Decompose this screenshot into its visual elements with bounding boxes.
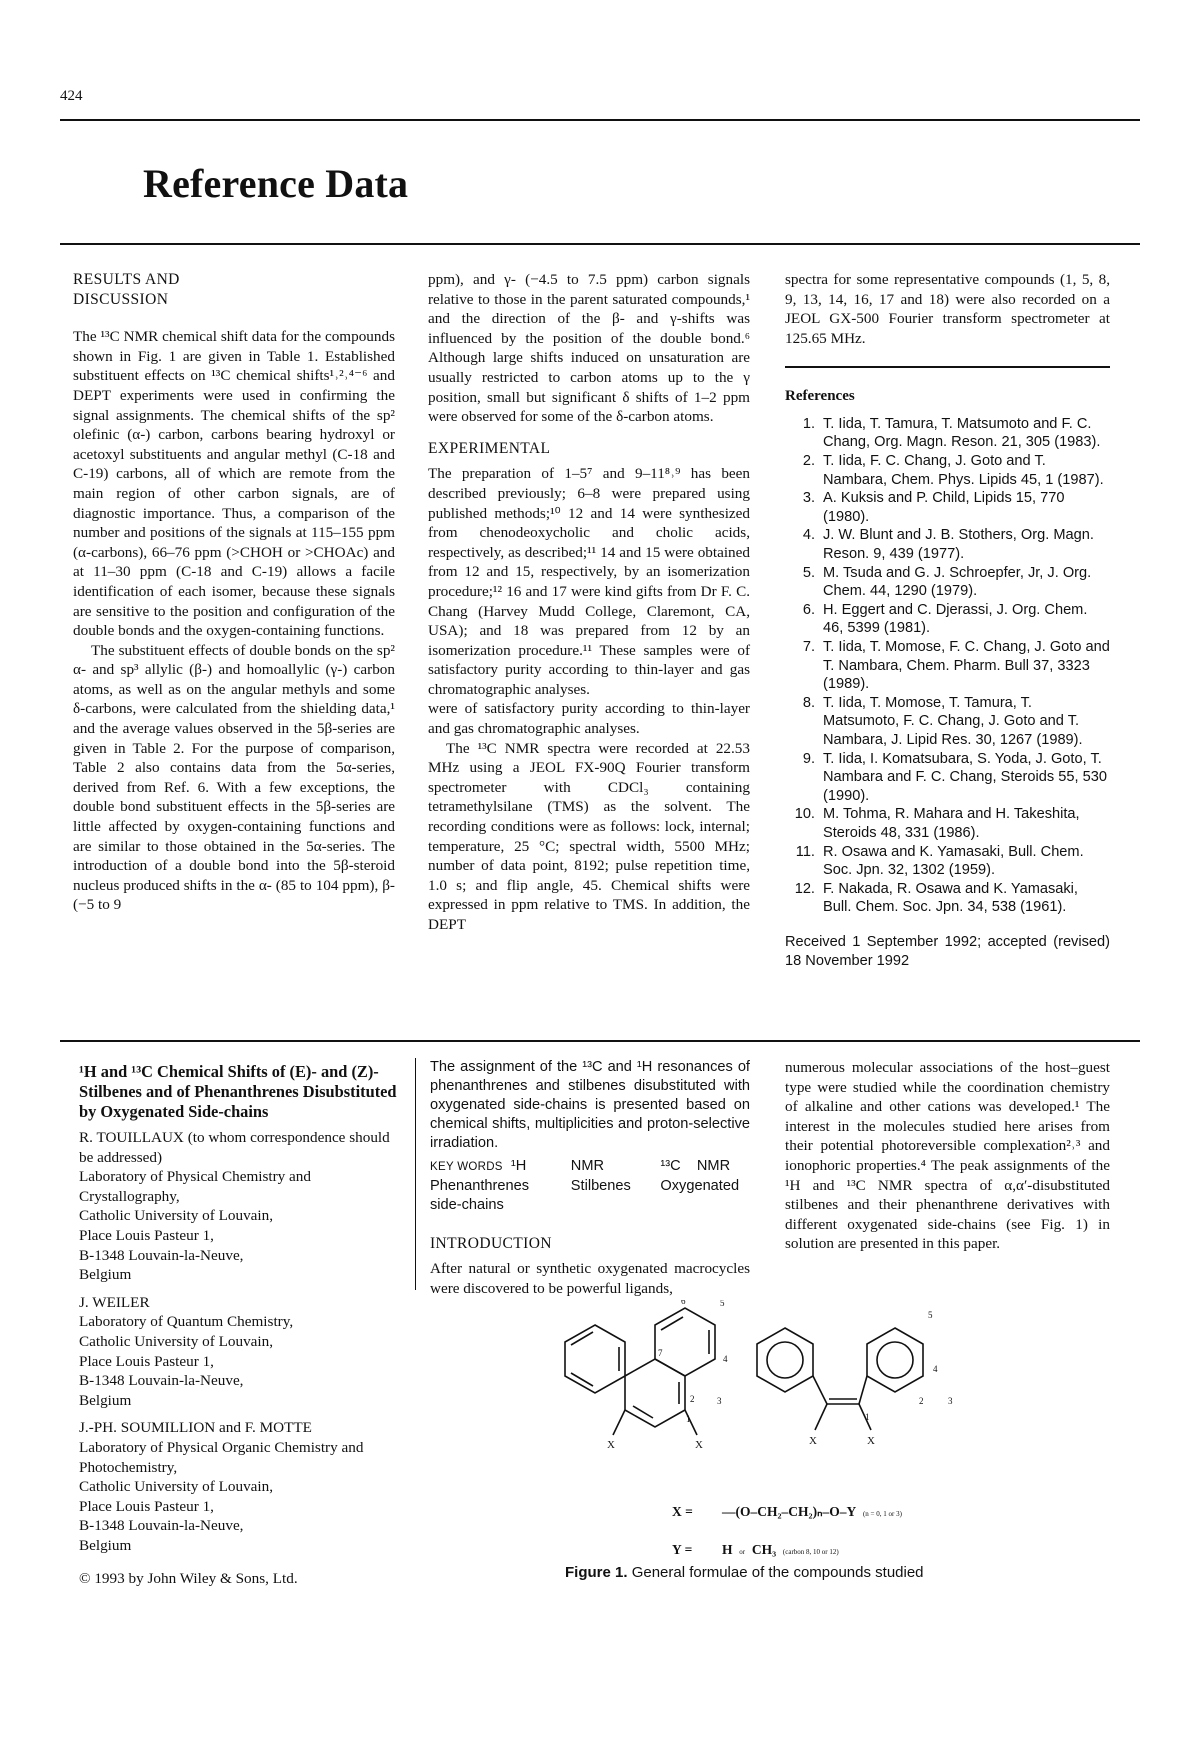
references-rule bbox=[785, 366, 1110, 368]
reference-text: A. Kuksis and P. Child, Lipids 15, 770 (1980). bbox=[823, 490, 1065, 525]
affiliation-line: Catholic University of Louvain, bbox=[79, 1332, 274, 1350]
reference-text: J. W. Blunt and J. B. Stothers, Org. Magn. Reson. 9, 439 (1977). bbox=[823, 527, 1094, 563]
affiliation-line: Laboratory of Physical Chemistry and Crystallography, bbox=[79, 1168, 311, 1205]
reference-text: M. Tohma, R. Mahara and H. Takeshita, Steroids 48, 331 (1986). bbox=[823, 806, 1080, 841]
results-paragraph-3: ppm), and γ- (−4.5 to 7.5 ppm) carbon signals relative to those in the parent saturated compounds,¹ and the direction of the β- and γ-shifts was influenced by the position of the double bond.⁶ Although large shifts induced on unsaturation are usually restricted to carbon atoms up to the γ position, small but significant δ shifts of 1–2 ppm were observed for some of the δ-carbon atoms. bbox=[428, 271, 750, 426]
reference-number: 3. bbox=[802, 490, 815, 507]
reference-number: 1. bbox=[802, 415, 815, 432]
article-divider bbox=[60, 1040, 1140, 1042]
phen-label-2: 2 bbox=[690, 1394, 695, 1404]
experimental-paragraph-repeat: were of satisfactory purity according to thin-layer and gas chromatographic analyses. bbox=[428, 700, 750, 738]
reference-item bbox=[785, 805, 1110, 842]
formula-x: X = —(O–CH₂–CH₂)ₙ–O–Y (n = 0, 1 or 3) bbox=[672, 1504, 902, 1519]
reference-text: M. Tsuda and G. J. Schroepfer, Jr, J. Org. Chem. 44, 1290 (1979). bbox=[823, 564, 1092, 600]
copyright: © 1993 by John Wiley & Sons, Ltd. bbox=[79, 1570, 298, 1588]
section-title: Reference Data bbox=[143, 161, 409, 206]
experimental-paragraph-3: spectra for some representative compounds (1, 5, 8, 9, 13, 14, 16, 17 and 18) were also recorded on a JEOL GX-500 Fourier transform spectrometer at 125.65 MHz. bbox=[785, 271, 1110, 347]
figure-caption-label: Figure 1. bbox=[565, 1564, 628, 1581]
reference-number: 9. bbox=[802, 750, 815, 767]
affiliation-line: B-1348 Louvain-la-Neuve, bbox=[79, 1372, 244, 1390]
stil-label-1: 1 bbox=[865, 1412, 870, 1422]
title-rule bbox=[60, 243, 1140, 245]
keyword: Phenanthrenes bbox=[430, 1178, 529, 1194]
affiliation-line: B-1348 Louvain-la-Neuve, bbox=[79, 1517, 244, 1535]
keyword: side-chains bbox=[430, 1197, 504, 1213]
stil-label-5: 5 bbox=[928, 1310, 933, 1320]
affiliation-line: Belgium bbox=[79, 1391, 132, 1409]
author-name: J. WEILER bbox=[79, 1293, 150, 1311]
phen-label-7: 7 bbox=[658, 1348, 663, 1358]
phenanthrene-ring-a bbox=[565, 1325, 625, 1393]
affiliation-line: Belgium bbox=[79, 1266, 132, 1284]
reference-text: T. Iida, F. C. Chang, J. Goto and T. Nambara, Chem. Phys. Lipids 45, 1 (1987). bbox=[823, 453, 1104, 488]
affiliation-line: Laboratory of Quantum Chemistry, bbox=[79, 1313, 294, 1331]
stil-label-4: 4 bbox=[933, 1364, 938, 1374]
reference-text: H. Eggert and C. Djerassi, J. Org. Chem. 46, 5399 (1981). bbox=[823, 601, 1088, 637]
article2-title: ¹H and ¹³C Chemical Shifts of (E)- and (Z)-Stilbenes and of Phenanthrenes Disubstituted by Oxygenated Side-chains bbox=[79, 1062, 397, 1121]
affiliation-line: Laboratory of Physical Organic Chemistry and Photochemistry, bbox=[79, 1438, 364, 1476]
stil-substituent-x2: X bbox=[867, 1435, 875, 1447]
reference-number: 4. bbox=[802, 527, 815, 544]
author-block bbox=[79, 1418, 397, 1555]
phen-label-4: 4 bbox=[723, 1354, 728, 1364]
article1-column-2 bbox=[428, 270, 750, 935]
experimental-paragraph-1: The preparation of 1–5⁷ and 9–11⁸˒⁹ has been described previously; 6–8 were prepared using published methods;¹⁰ 12 and 14 were synthesized from chenodeoxycholic and cholic acids, respectively, as described;¹¹ 14 and 15 were obtained from 12 and 15, respectively, by an isomerization procedure;¹² 16 and 17 were kind gifts from Dr F. C. Chang (Harvey Mudd College, Claremont, CA, USA); and 18 was prepared from 12 by an isomerization procedure.¹¹ These samples were of satisfactory purity according to thin-layer and gas chromatographic analyses. bbox=[428, 465, 750, 698]
reference-item bbox=[785, 880, 1110, 917]
reference-number: 2. bbox=[802, 453, 815, 470]
phen-label-6: 6 bbox=[681, 1300, 686, 1306]
reference-number: 6. bbox=[802, 601, 815, 618]
stil-label-2: 2 bbox=[919, 1396, 924, 1406]
reference-item bbox=[785, 415, 1110, 452]
results-paragraph-1: The ¹³C NMR chemical shift data for the compounds shown in Fig. 1 are given in Table 1. Established substituent effects on ¹³C chemical shifts¹˒²˒⁴⁻⁶ and DEPT experiments were used in confirming the signal assignments. The chemical shifts of the sp² olefinic (α-) carbon, carbons bearing hydroxyl or acetoxyl substituents and angular methyl (C-18 and C-19) carbons, all of which are remote from the main region of other carbon signals, are of diagnostic importance. Thus, a comparison of the number and positions of the signals at 115–155 ppm (α-carbons), 66–76 ppm (>CHOH or >CHOAc) and at 11–30 ppm (C-18 and C-19) allows a facile identification of each isomer, because these signals are sensitive to the position and configuration of the double bonds and the oxygen-containing functions. bbox=[73, 328, 395, 640]
results-paragraph-2: The substituent effects of double bonds on the sp² α- and sp³ allylic (β-) and homoallylic (γ-) carbon atoms, as well as on the angular methyls and some δ-carbons, were calculated from the shielding data,¹ and the average values observed in the 5β-series are given in Table 2. For the purpose of comparison, Table 2 also contains data from the 5α-series, derived from Ref. 6. With a few exceptions, the double bond substituent effects in the 5β-series are little affected by oxygen-containing functions and are similar to those obtained in the 5α-series. The introduction of a double bond into the 5β-steroid nucleus produced shifts in the α- (85 to 104 ppm), β- (−5 to 9 bbox=[73, 641, 395, 914]
reference-text: T. Iida, T. Tamura, T. Matsumoto and F. C. Chang, Org. Magn. Reson. 21, 305 (1983). bbox=[823, 415, 1101, 451]
phen-label-3: 3 bbox=[717, 1396, 722, 1406]
keyword: ¹H bbox=[510, 1158, 527, 1174]
keyword: ¹³C NMR bbox=[660, 1158, 731, 1174]
introduction-paragraph-1: After natural or synthetic oxygenated macrocycles were discovered to be powerful ligands, bbox=[430, 1260, 750, 1297]
reference-item bbox=[785, 843, 1110, 880]
article2-column-1 bbox=[79, 1062, 397, 1589]
keyword: Stilbenes bbox=[570, 1178, 631, 1194]
reference-item bbox=[785, 564, 1110, 601]
reference-number: 11. bbox=[795, 843, 815, 860]
reference-item bbox=[785, 750, 1110, 806]
affiliation-line: Catholic University of Louvain, bbox=[79, 1478, 274, 1496]
reference-item bbox=[785, 489, 1110, 526]
column-separator bbox=[415, 1058, 416, 1290]
page-number: 424 bbox=[60, 88, 83, 104]
author-name: R. TOUILLAUX (to whom correspondence should be addressed) bbox=[79, 1129, 390, 1166]
article2-column-2 bbox=[430, 1058, 750, 1298]
keyword: NMR bbox=[570, 1158, 605, 1174]
affiliation-line: Belgium bbox=[79, 1536, 132, 1554]
reference-text: T. Iida, I. Komatsubara, S. Yoda, J. Goto, T. Nambara and F. C. Chang, Steroids 55, 530 (1990). bbox=[823, 750, 1107, 804]
stilbene-phenyl-right bbox=[867, 1328, 923, 1392]
article1-column-1 bbox=[73, 270, 395, 915]
reference-number: 12. bbox=[794, 880, 815, 897]
stil-substituent-x1: X bbox=[809, 1435, 817, 1447]
introduction-heading: INTRODUCTION bbox=[430, 1235, 552, 1252]
reference-text: T. Iida, T. Momose, T. Tamura, T. Matsumoto, F. C. Chang, J. Goto and T. Nambara, J. Lipid Res. 30, 1267 (1989). bbox=[823, 694, 1083, 748]
reference-item bbox=[785, 452, 1110, 489]
figure-caption-text: General formulae of the compounds studied bbox=[631, 1564, 924, 1581]
stil-label-3: 3 bbox=[948, 1396, 953, 1406]
reference-text: R. Osawa and K. Yamasaki, Bull. Chem. Soc. Jpn. 32, 1302 (1959). bbox=[823, 843, 1084, 879]
experimental-paragraph-2: The ¹³C NMR spectra were recorded at 22.53 MHz using a JEOL FX-90Q Fourier transform spectrometer with CDCl₃ containing tetramethylsilane (TMS) as the solvent. The recording conditions were as follows: lock, internal; temperature, 25 °C; spectral width, 5500 MHz; number of data point, 8192; pulse repetition time, 1.0 s; and flip angle, 45. Chemical shifts were expressed in ppm relative to TMS. In addition, the DEPT bbox=[428, 739, 750, 933]
stilbene-phenyl-left bbox=[757, 1328, 813, 1392]
author-block bbox=[79, 1293, 397, 1411]
author-name: J.-PH. SOUMILLION and F. MOTTE bbox=[79, 1419, 312, 1437]
phen-label-1: 1 bbox=[686, 1414, 691, 1424]
references-heading: References bbox=[785, 387, 855, 404]
reference-number: 5. bbox=[802, 564, 815, 581]
phen-substituent-x2: X bbox=[695, 1439, 703, 1450]
reference-item bbox=[785, 638, 1110, 694]
keywords-label: KEY WORDS ¹H bbox=[430, 1158, 527, 1174]
author-block bbox=[79, 1128, 397, 1285]
phenanthrene-ring-c bbox=[655, 1308, 715, 1376]
reference-text: F. Nakada, R. Osawa and K. Yamasaki, Bull. Chem. Soc. Jpn. 34, 538 (1961). bbox=[823, 880, 1078, 916]
phen-substituent-x1: X bbox=[607, 1439, 615, 1450]
header-rule bbox=[60, 119, 1140, 121]
reference-number: 10. bbox=[794, 806, 815, 823]
phen-label-5: 5 bbox=[720, 1300, 725, 1308]
introduction-paragraph-2: numerous molecular associations of the host–guest type were studied while the coordination chemistry of alkaline and other cations was developed.¹ The interest in the molecules studied here arises from their potential photoreversible complexation²˒³ and ionophoric properties.⁴ The peak assignments of the ¹H and ¹³C NMR spectra of α,α′-disubstituted stilbenes and their phenanthrene derivatives with different oxygenated side-chains (see Fig. 1) in solution are presented in this paper. bbox=[785, 1059, 1110, 1253]
experimental-heading: EXPERIMENTAL bbox=[428, 439, 551, 457]
reference-number: 7. bbox=[802, 639, 815, 655]
references-list bbox=[785, 415, 1110, 917]
results-heading: RESULTS AND DISCUSSION bbox=[73, 271, 180, 308]
reference-number: 8. bbox=[802, 694, 815, 711]
figure-caption bbox=[565, 1564, 1125, 1581]
affiliation-line: Place Louis Pasteur 1, bbox=[79, 1497, 214, 1515]
figure-1-structures bbox=[545, 1300, 1105, 1450]
reference-item bbox=[785, 694, 1110, 750]
formula-y: Y = H or CH₃ (carbon 8, 10 or 12) bbox=[672, 1542, 839, 1557]
keyword: Oxygenated bbox=[660, 1178, 740, 1194]
abstract: The assignment of the ¹³C and ¹H resonances of phenanthrenes and stilbenes disubstituted with oxygenated side-chains is presented based on chemical shifts, multiplicities and proton-selective irradiation. bbox=[430, 1059, 750, 1151]
phenanthrene-ring-b bbox=[625, 1359, 685, 1427]
reference-item bbox=[785, 601, 1110, 638]
reference-item bbox=[785, 526, 1110, 563]
structure-diagrams bbox=[545, 1300, 1105, 1450]
authors-block bbox=[79, 1128, 397, 1555]
affiliation-line: Place Louis Pasteur 1, bbox=[79, 1352, 214, 1370]
affiliation-line: Catholic University of Louvain, bbox=[79, 1207, 274, 1225]
affiliation-line: B-1348 Louvain-la-Neuve, bbox=[79, 1246, 244, 1264]
article1-column-3 bbox=[785, 270, 1110, 970]
reference-text: T. Iida, T. Momose, F. C. Chang, J. Goto and T. Nambara, Chem. Pharm. Bull 37, 3323 (1989). bbox=[823, 639, 1110, 693]
affiliation-line: Place Louis Pasteur 1, bbox=[79, 1226, 214, 1244]
received-date: Received 1 September 1992; accepted (revised) 18 November 1992 bbox=[785, 933, 1110, 969]
article2-column-3 bbox=[785, 1058, 1110, 1254]
keywords-block bbox=[430, 1157, 750, 1215]
